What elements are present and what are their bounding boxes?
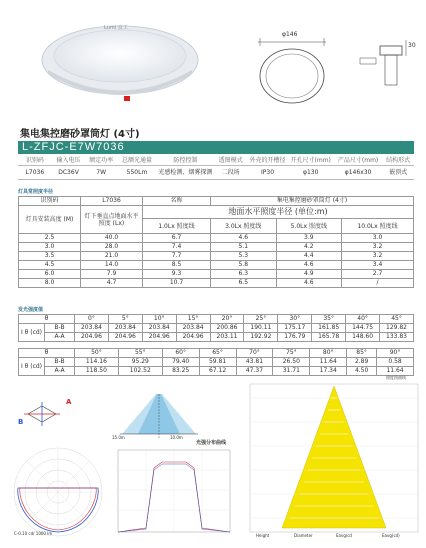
product-title: 集电集控磨砂罩筒灯 (4寸) <box>20 129 140 140</box>
illum-cell: 2.7 <box>342 270 414 279</box>
intensity-section-title: 发光强度值 <box>18 307 44 313</box>
illum-cell: 10.7 <box>143 279 211 288</box>
illum-col2-header: 灯下垂直点地面水平照度 (Lx) <box>81 206 143 234</box>
illum-row <box>19 261 414 270</box>
intensity-angle: 85° <box>347 349 377 358</box>
intensity-value: 4.50 <box>347 367 377 376</box>
illum-cell: 14.0 <box>81 261 143 270</box>
intensity-value: 43.81 <box>236 358 273 367</box>
illum-cell: 3.9 <box>276 234 342 243</box>
intensity-row <box>19 333 414 342</box>
spec-header: 防控控制 <box>157 157 214 166</box>
intensity-value: 11.64 <box>377 367 414 376</box>
intensity-value: 203.11 <box>210 333 244 342</box>
intensity-row <box>19 367 414 376</box>
distribution-curve <box>112 440 236 542</box>
spec-value: L7036 <box>18 166 52 180</box>
intensity-angle: 50° <box>75 349 119 358</box>
illum-cell: 7.4 <box>143 243 211 252</box>
isolux-bottom-label: Diameter <box>294 533 313 538</box>
intensity-value: 203.84 <box>176 324 210 333</box>
illum-id-label: 识别码 <box>19 197 81 206</box>
illum-row <box>19 243 414 252</box>
intensity-value: 67.12 <box>199 367 236 376</box>
intensity-value: 129.82 <box>380 324 414 333</box>
isolux-title: 照度图曲线 <box>386 375 406 380</box>
spec-value: DC36V <box>52 166 86 180</box>
brand-logo: Lumi 良工 <box>104 25 128 31</box>
intensity-angle: 20° <box>210 315 244 324</box>
illum-cell: 3.2 <box>342 252 414 261</box>
illum-subheader: 1.0Lx 照度线 <box>143 219 211 234</box>
intensity-angle: 80° <box>310 349 347 358</box>
intensity-value: 47.37 <box>236 367 273 376</box>
illum-cell: 2.5 <box>19 234 81 243</box>
intensity-value: 203.84 <box>108 324 142 333</box>
spec-header: 总额光通量 <box>117 157 157 166</box>
illum-name-label: 名称 <box>143 197 211 206</box>
intensity-value: 133.83 <box>380 333 414 342</box>
spec-header: 开孔尺寸(mm) <box>288 157 334 166</box>
theta-label: θ <box>19 349 75 358</box>
illum-cell: 8.0 <box>19 279 81 288</box>
intensity-angle-row <box>19 315 414 324</box>
spec-header: 额定功率 <box>85 157 117 166</box>
illum-cell: 3.5 <box>19 252 81 261</box>
intensity-value: 203.84 <box>142 324 176 333</box>
intensity-value: 192.92 <box>244 333 278 342</box>
spec-header: 输入电压 <box>52 157 86 166</box>
illum-cell: 4.7 <box>81 279 143 288</box>
spec-header: 识别码 <box>18 157 52 166</box>
intensity-value: 204.96 <box>142 333 176 342</box>
intensity-angle: 55° <box>118 349 162 358</box>
intensity-angle: 70° <box>236 349 273 358</box>
intensity-value: 17.34 <box>310 367 347 376</box>
illum-cell: 6.7 <box>143 234 211 243</box>
intensity-value: 165.78 <box>312 333 346 342</box>
model-code: L-ZFJC-E7W7036 <box>22 141 125 153</box>
illum-cell: 4.9 <box>276 270 342 279</box>
intensity-value: 31.71 <box>273 367 310 376</box>
product-photo <box>40 16 200 102</box>
intensity-value: 204.96 <box>75 333 109 342</box>
intensity-row <box>19 324 414 333</box>
polar-axis-a: A <box>66 398 72 406</box>
intensity-angle: 45° <box>380 315 414 324</box>
intensity-value: 2.89 <box>347 358 377 367</box>
intensity-value: 190.11 <box>244 324 278 333</box>
illum-cell: 4.6 <box>276 279 342 288</box>
spec-value-row <box>18 166 414 180</box>
illum-cell: 6.5 <box>211 279 277 288</box>
intensity-series-name: A-A <box>45 333 75 342</box>
intensity-row <box>19 358 414 367</box>
illum-section-title: 灯具常照度半径 <box>18 189 54 195</box>
intensity-angle: 10° <box>142 315 176 324</box>
intensity-value: 161.85 <box>312 324 346 333</box>
illum-row <box>19 279 414 288</box>
spec-value: φ130 <box>288 166 334 180</box>
illum-cell: 5.8 <box>211 261 277 270</box>
intensity-angle: 40° <box>346 315 380 324</box>
illum-col1-header: 灯具安装高度 (M) <box>19 206 81 234</box>
intensity-angle: 0° <box>75 315 109 324</box>
distribution-curve-title: 光强分布曲线 <box>196 440 227 446</box>
intensity-angle: 60° <box>162 349 199 358</box>
cone-label: 15.0m <box>112 435 125 440</box>
illum-name-value: 集电集控磨砂罩筒灯 (4寸) <box>211 197 414 206</box>
polar-axis-b: B <box>18 418 24 426</box>
illum-cell: 3.4 <box>342 261 414 270</box>
illum-cell: 6.3 <box>211 270 277 279</box>
intensity-angle: 25° <box>244 315 278 324</box>
intensity-angle: 35° <box>312 315 346 324</box>
model-bar <box>18 141 414 154</box>
spec-value: 光感检测、烟雾探测 <box>157 166 214 180</box>
illum-cell: 4.2 <box>276 243 342 252</box>
intensity-value: 200.86 <box>210 324 244 333</box>
intensity-value: 59.81 <box>199 358 236 367</box>
intensity-angle: 90° <box>377 349 414 358</box>
isolux-bottom-label: Eavg/cd <box>336 533 352 538</box>
dimension-height: 30 <box>408 42 416 49</box>
intensity-value: 118.50 <box>75 367 119 376</box>
intensity-row-label: I θ (cd) <box>19 358 45 376</box>
intensity-angle: 65° <box>199 349 236 358</box>
intensity-value: 26.50 <box>273 358 310 367</box>
spec-value: 550Lm <box>117 166 157 180</box>
intensity-value: 203.84 <box>75 324 109 333</box>
intensity-value: 83.25 <box>162 367 199 376</box>
illum-cell: 40.0 <box>81 234 143 243</box>
illum-cell: 9.3 <box>143 270 211 279</box>
intensity-series-name: B-B <box>45 358 75 367</box>
intensity-angle: 30° <box>278 315 312 324</box>
illum-subheader: 10.0Lx 照度线 <box>342 219 414 234</box>
illum-group-header: 地面水平照度半径 (单位:m) <box>143 206 414 219</box>
intensity-value: 175.17 <box>278 324 312 333</box>
polar-caption: C-0.10 cd/ 1000 lm <box>14 531 53 536</box>
theta-label: θ <box>19 315 75 324</box>
intensity-value: 148.60 <box>346 333 380 342</box>
cone-label: 10.0m <box>170 435 183 440</box>
illum-cell: 3.2 <box>342 243 414 252</box>
illum-cell: 5.3 <box>211 252 277 261</box>
intensity-value: 95.29 <box>118 358 162 367</box>
illum-cell: 21.0 <box>81 252 143 261</box>
intensity-value: 0.58 <box>377 358 414 367</box>
dimension-drawing <box>230 28 420 108</box>
dimension-diameter: φ146 <box>282 31 298 38</box>
isolux-bottom-label: Height <box>256 533 270 538</box>
spec-table <box>18 157 414 180</box>
illum-cell: 4.6 <box>211 234 277 243</box>
illum-row <box>19 270 414 279</box>
illum-id-value: L7036 <box>81 197 143 206</box>
intensity-value: 144.75 <box>346 324 380 333</box>
intensity-value: 204.96 <box>176 333 210 342</box>
illum-subheader: 5.0Lx 照度线 <box>276 219 342 234</box>
spec-header: 透图模式 <box>214 157 248 166</box>
cone-diagram <box>110 388 222 446</box>
intensity-table-2 <box>18 348 414 376</box>
intensity-table-1 <box>18 314 414 342</box>
illum-cell: 28.0 <box>81 243 143 252</box>
intensity-angle: 5° <box>108 315 142 324</box>
illum-cell: 3.0 <box>342 234 414 243</box>
spec-value: 二段场 <box>214 166 248 180</box>
spec-value: φ146x30 <box>334 166 382 180</box>
intensity-value: 102.52 <box>118 367 162 376</box>
spec-header-row <box>18 157 414 166</box>
spec-header: 结构形式 <box>382 157 414 166</box>
isolux-bottom-label: Eavg(cd) <box>382 533 400 538</box>
illum-cell: 4.6 <box>276 261 342 270</box>
intensity-angle: 75° <box>273 349 310 358</box>
spec-value: 7W <box>85 166 117 180</box>
intensity-series-name: A-A <box>45 367 75 376</box>
intensity-value: 114.16 <box>75 358 119 367</box>
illum-row <box>19 252 414 261</box>
illum-cell: 8.5 <box>143 261 211 270</box>
intensity-series-name: B-B <box>45 324 75 333</box>
intensity-angle-row <box>19 349 414 358</box>
illum-row <box>19 234 414 243</box>
illum-subheader: 3.0Lx 照度线 <box>211 219 277 234</box>
spec-header: 产品尺寸(mm) <box>334 157 382 166</box>
illum-cell: 4.4 <box>276 252 342 261</box>
illum-cell: 5.1 <box>211 243 277 252</box>
isolux-diagram <box>246 376 422 544</box>
illum-cell: 7.9 <box>81 270 143 279</box>
illum-cell: / <box>342 279 414 288</box>
illum-cell: 6.0 <box>19 270 81 279</box>
spec-value: 嵌顶式 <box>382 166 414 180</box>
intensity-value: 176.79 <box>278 333 312 342</box>
illum-cell: 3.0 <box>19 243 81 252</box>
polar-diagram <box>8 388 108 542</box>
illum-cell: 4.5 <box>19 261 81 270</box>
illum-table <box>18 196 414 288</box>
intensity-value: 11.64 <box>310 358 347 367</box>
spec-header: 外壳的开槽径 <box>249 157 286 164</box>
intensity-row-label: I θ (cd) <box>19 324 45 342</box>
illum-cell: 7.7 <box>143 252 211 261</box>
intensity-angle: 15° <box>176 315 210 324</box>
intensity-value: 79.40 <box>162 358 199 367</box>
intensity-value: 204.96 <box>108 333 142 342</box>
spec-value: IP30 <box>248 166 288 180</box>
